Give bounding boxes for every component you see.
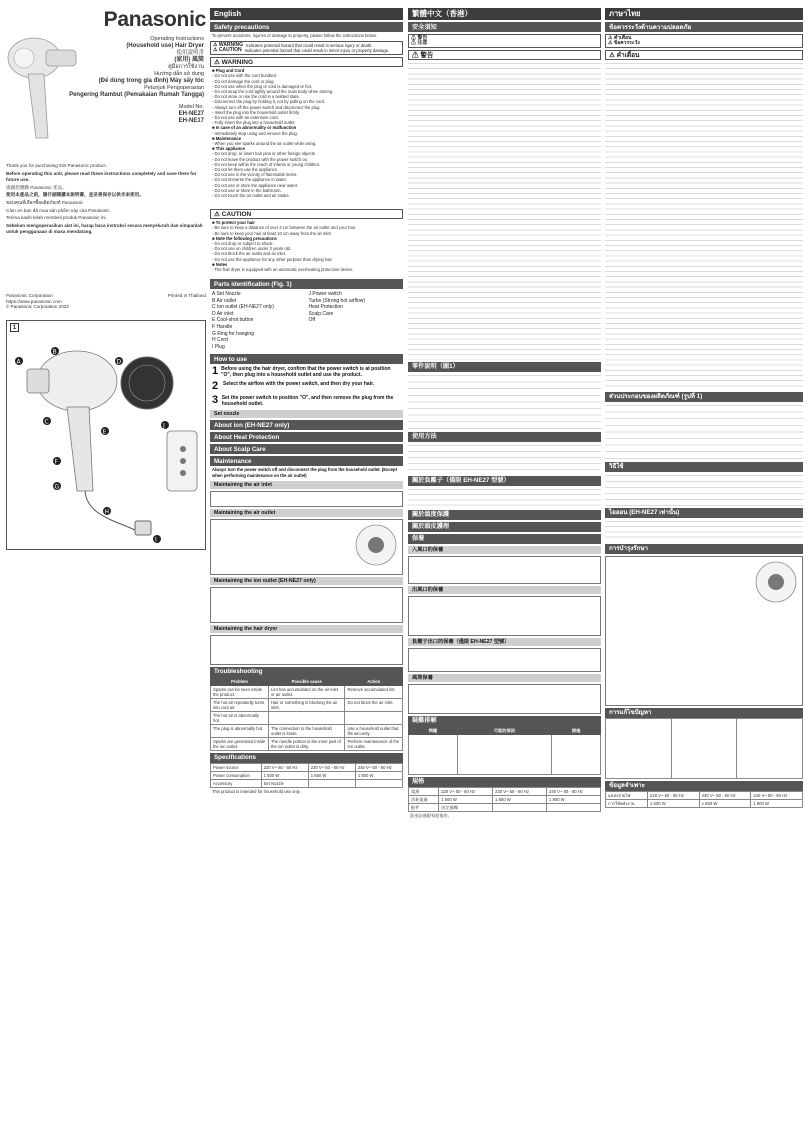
- doc-title-line: Hướng dẫn sử dụng: [154, 71, 204, 77]
- list-line: ■ To protect your hair: [212, 220, 255, 226]
- list-line: - Insert the plug into the household outlet firmly.: [212, 109, 300, 115]
- section-maintenance: Maintenance: [210, 456, 403, 466]
- section-parts: Parts identification (Fig. 1): [210, 279, 403, 289]
- warning-desc: Indicates potential hazard that could result in serious injury or death.: [246, 42, 373, 48]
- svg-text:C: C: [44, 418, 49, 426]
- chinese-column: [408, 8, 601, 1142]
- hazard-legend-zh: [408, 34, 601, 48]
- svg-text:J: J: [163, 422, 165, 430]
- ion-illustration-zh: [408, 648, 601, 672]
- table-cell: 1 800 W: [547, 795, 601, 803]
- part-item: Heat Protection: [308, 304, 343, 311]
- table-cell: The hot air is abnormally hot.: [211, 711, 269, 724]
- warning-heading-th: ⚠ คำเตือน: [605, 50, 803, 60]
- warning-badge-zh: ⚠ 警告: [411, 34, 428, 41]
- thanks-line: 使用本產品之前，請仔細閱讀本說明書，並妥善保存以供未來使用。: [6, 192, 144, 198]
- document-titles: [26, 36, 204, 125]
- table-cell: 240 V~ 50 - 60 Hz: [547, 787, 601, 795]
- part-item: Off: [308, 317, 316, 324]
- part-item: Turbo (Strong hot airflow): [308, 297, 366, 304]
- list-line: - Do not let them use the appliance.: [212, 166, 279, 172]
- table-cell: [547, 803, 601, 811]
- spec-footnote: This product is intended for household use only.: [212, 788, 301, 794]
- thanks-line: Terima kasih telah membeli produk Panasonic ini.: [6, 215, 107, 221]
- list-line: - Do not use with the cord bundled.: [212, 73, 277, 79]
- caution-desc: Indicates potential hazard that could result in minor injury or property damage.: [244, 47, 390, 53]
- doc-title-line: 使用說明書: [176, 50, 204, 56]
- list-line: - Be sure to keep a distance of over 3 cm between the air outlet and your hair.: [212, 225, 357, 231]
- table-cell: 220 V~ 50 - 60 Hz: [261, 763, 308, 771]
- list-line: - Do not use on children under 3 years old.: [212, 246, 292, 252]
- table-cell: Do not block the air inlet.: [345, 698, 403, 711]
- section-troubleshooting-th: การแก้ไขปัญหา: [605, 708, 803, 718]
- warning-badge-th: ⚠ คำเตือน: [608, 34, 632, 41]
- warning-heading: ⚠ WARNING: [210, 57, 403, 67]
- list-line: - When you see sparks around the air outlet while using.: [212, 140, 317, 146]
- table-row: [211, 737, 403, 750]
- list-line: - Fully insert the plug into a household outlet.: [212, 120, 296, 126]
- table-cell: Sparks can be seen inside the product.: [211, 685, 269, 698]
- table-cell: 1 800 W: [751, 799, 803, 807]
- table-cell: 1 650 W: [493, 795, 547, 803]
- warning-list-zh: [408, 60, 601, 360]
- model-number: EH-NE27: [178, 111, 204, 117]
- troubleshooting-table-th: [605, 718, 803, 779]
- section-spec-zh: 規格: [408, 777, 601, 787]
- doc-title-line: (Để dùng trong gia đình) Máy sấy tóc: [98, 78, 204, 84]
- printed-in: Printed in Thailand: [167, 293, 206, 298]
- table-cell: 1 500 W: [261, 771, 308, 779]
- corp-line: Panasonic Corporation: [6, 293, 53, 298]
- svg-text:I: I: [155, 536, 157, 544]
- section-scalp-zh: 關於頭皮護理: [408, 522, 601, 532]
- dryer-illustration-zh: [408, 684, 601, 714]
- table-header-cell: 措施: [552, 726, 601, 734]
- part-item: D Air inlet: [212, 310, 234, 317]
- step-3: 3 Set the power switch to position "O", and then remove the plug from the household outlet.: [212, 393, 394, 407]
- troubleshooting-table-zh: [408, 726, 601, 775]
- section-spec-th: ข้อมูลจำเพาะ: [605, 781, 803, 791]
- english-column: [210, 8, 403, 1142]
- warning-heading-zh: ⚠ 警告: [408, 50, 601, 60]
- subsection-dryer-zh: 風筒保養: [408, 674, 601, 682]
- table-row: [211, 724, 403, 737]
- svg-text:H: H: [104, 508, 110, 516]
- part-item: E Cool-shot button: [212, 317, 254, 324]
- list-line: - Do not damage the cord or plug.: [212, 78, 275, 84]
- doc-title-line: (Household use) Hair Dryer: [126, 43, 204, 49]
- table-row: [211, 685, 403, 698]
- table-cell: Use a household outlet that fits securely.: [345, 724, 403, 737]
- subsection-hair-dryer: Maintaining the hair dryer: [210, 625, 403, 633]
- corp-line: © Panasonic Corporation 2022: [6, 304, 69, 310]
- section-parts-th: ส่วนประกอบของผลิตภัณฑ์ (รูปที่ 1): [605, 392, 803, 402]
- air-inlet-illustration: [210, 491, 403, 507]
- thank-you-text: [6, 163, 206, 237]
- subsection-nozzle: Set nozzle: [210, 410, 403, 418]
- thanks-line: Before operating this unit, please read these instructions completely and save them for future use.: [6, 170, 197, 182]
- table-cell: Power source: [211, 763, 262, 771]
- table-cell: 配件: [409, 803, 439, 811]
- part-item: B Air outlet: [212, 297, 237, 304]
- section-parts-zh: 零件說明（圖1）: [408, 362, 601, 372]
- list-line: ■ Maintenance: [212, 135, 242, 141]
- table-header-cell: Problem: [211, 677, 269, 685]
- list-line: - Immediately stop using and remove the plug.: [212, 130, 298, 136]
- list-line: - Do not use or store the appliance near water.: [212, 182, 299, 188]
- table-cell: Remove accumulated lint.: [345, 685, 403, 698]
- spec-table: [210, 763, 403, 788]
- air-outlet-illustration: [210, 519, 403, 575]
- list-line: - Do not drop, or insert hair pins or other foreign objects.: [212, 151, 317, 157]
- list-line: - Do not immerse the appliance in water.: [212, 177, 287, 183]
- table-cell: The plug is abnormally hot.: [211, 724, 269, 737]
- parts-right: [309, 291, 402, 350]
- svg-text:B: B: [52, 348, 57, 356]
- doc-title-line: (家用) 風筒: [174, 57, 204, 63]
- figure-number: 1: [10, 323, 19, 332]
- svg-text:E: E: [102, 428, 107, 436]
- table-cell: Hair or something is blocking the air inlet.: [269, 698, 345, 711]
- section-troubleshooting-zh: 疑難排解: [408, 716, 601, 726]
- table-cell: 230 V~ 50 - 60 Hz: [308, 763, 355, 771]
- cover-column: [6, 8, 206, 1142]
- parts-list-th: [605, 402, 803, 460]
- section-heat-protection: About Heat Protection: [210, 432, 403, 442]
- language-tab-english: English: [210, 8, 403, 20]
- table-cell: 230 V~ 50 - 60 Hz: [699, 791, 751, 799]
- subsection-ion-outlet: Maintaining the ion outlet (EH-NE27 only): [210, 577, 403, 585]
- list-line: - Do not wrap the cord tightly around the main body when storing.: [212, 88, 334, 94]
- table-cell: การใช้พลังงาน: [606, 799, 648, 807]
- caution-heading: ⚠ CAUTION: [210, 209, 403, 219]
- steps-zh: [408, 442, 601, 474]
- list-line: - Do not block the air outlet and air inlet.: [212, 251, 287, 257]
- list-line: - Do not store or use the cord in a twisted state.: [212, 94, 300, 100]
- table-cell: 1 800 W: [355, 771, 402, 779]
- corporation-info: [6, 293, 206, 310]
- model-number: EH-NE17: [178, 118, 204, 124]
- spec-table-th: [605, 791, 803, 808]
- section-troubleshooting: Troubleshooting: [210, 667, 403, 677]
- caution-badge-zh: ⚠ 注意: [411, 39, 428, 46]
- table-cell: Perform maintenance of the ion outlet.: [345, 737, 403, 750]
- list-line: - Do not use with an extension cord.: [212, 114, 279, 120]
- list-line: - Do not keep within the reach of infants or young children.: [212, 161, 321, 167]
- table-row: [211, 779, 403, 787]
- svg-text:G: G: [54, 483, 60, 491]
- thanks-line: ขอบคุณที่เลือกซื้อผลิตภัณฑ์ Panasonic: [6, 200, 84, 206]
- thanks-line: Thank you for purchasing this Panasonic product.: [6, 163, 107, 168]
- table-cell: 1 650 W: [699, 799, 751, 807]
- list-line: - Do not use when the plug or cord is damaged or hot.: [212, 83, 313, 89]
- parts-list: [210, 289, 403, 352]
- step-1: 1 Before using the hair dryer, confirm that the power switch is at position "O", then plug into a household outlet and use the product.: [212, 364, 391, 378]
- list-line: ■ This appliance: [212, 146, 245, 152]
- table-cell: The needle portion in the inner part of the ion outlet is dirty.: [269, 737, 345, 750]
- list-line: - Do not touch the air outlet and air intake.: [212, 192, 290, 198]
- warning-badge: ⚠ WARNING: [213, 41, 244, 48]
- language-tab-thai: ภาษาไทย: [605, 8, 803, 20]
- section-ion-zh: 關於負離子（僅限 EH-NE27 型號）: [408, 476, 601, 486]
- table-row: [211, 711, 403, 724]
- table-header-cell: Action: [345, 677, 403, 685]
- section-how-to-use: How to use: [210, 354, 403, 364]
- section-maintenance-zh: 保養: [408, 534, 601, 544]
- outlet-illustration-zh: [408, 596, 601, 636]
- subsection-air-inlet: Maintaining the air inlet: [210, 481, 403, 489]
- table-cell: [308, 779, 355, 787]
- list-line: - Do not use in the vicinity of flammable items.: [212, 172, 298, 178]
- maintenance-illustration-th: [605, 556, 803, 706]
- table-cell: [493, 803, 547, 811]
- table-row: [606, 791, 803, 799]
- part-item: A Set Nozzle: [212, 291, 241, 298]
- table-cell: 240 V~ 50 - 60 Hz: [355, 763, 402, 771]
- dryer-parts-diagram: [7, 321, 205, 549]
- language-tab-chinese: 繁體中文（香港）: [408, 8, 601, 20]
- inlet-illustration-zh: [408, 556, 601, 584]
- list-line: ■ In case of an abnormality or malfunction: [212, 125, 297, 131]
- dryer-cleaning-illustration: [210, 635, 403, 665]
- thanks-line: 感謝您選購 Panasonic 產品。: [6, 184, 67, 190]
- svg-text:F: F: [54, 458, 58, 466]
- steps-th: [605, 472, 803, 506]
- list-line: - Be sure to keep your hair at least 10 cm away from the air inlet.: [212, 230, 332, 236]
- section-scalp-care: About Scalp Care: [210, 444, 403, 454]
- list-line: - Do not use the appliance for any other purpose than drying hair.: [212, 256, 333, 262]
- model-label: Model No.: [178, 104, 204, 110]
- table-cell: The connection to the household outlet is loose.: [269, 724, 345, 737]
- corp-url: https://www.panasonic.com: [6, 298, 62, 304]
- subsection-air-outlet: Maintaining the air outlet: [210, 509, 403, 517]
- table-cell: 220 V~ 50 - 60 Hz: [439, 787, 493, 795]
- table-row: [211, 698, 403, 711]
- brand-logo: Panasonic: [103, 8, 206, 31]
- doc-title-line: Petunjuk Pengoperasian: [144, 85, 204, 91]
- maintenance-intro: Always turn the power switch off and disconnect the plug from the household outlet. (Except when performing maintenance on the air outlet): [212, 467, 397, 478]
- section-safety: Safety precautions: [210, 22, 403, 32]
- section-how-to-use-zh: 使用方法: [408, 432, 601, 442]
- caution-badge-th: ⚠ ข้อควรระวัง: [608, 39, 640, 46]
- thanks-line: Sebelum mengoperasikan alat ini, harap baca instruksi secara menyeluruh dan simpanlah untuk penggunaan di masa mendatang.: [6, 223, 203, 235]
- table-cell: Accessory: [211, 779, 262, 787]
- table-cell: 消耗電量: [409, 795, 439, 803]
- list-line: - Do not drop or subject to shock.: [212, 240, 274, 246]
- section-safety-zh: 安全須知: [408, 22, 601, 32]
- part-item: F Handle: [212, 324, 233, 331]
- table-cell: Sparks are generated inside the ion outlet.: [211, 737, 269, 750]
- section-ion: About ion (EH-NE27 only): [210, 420, 403, 430]
- table-cell: 240 V~ 50 - 60 Hz: [751, 791, 803, 799]
- table-row: [409, 803, 601, 811]
- thanks-line: Cảm ơn bạn đã mua sản phẩm này của Panasonic.: [6, 207, 111, 213]
- table-cell: [269, 711, 345, 724]
- troubleshooting-table: [210, 677, 403, 751]
- subsection-ion-zh: 負離子出口的保養（僅限 EH-NE27 型號）: [408, 638, 601, 646]
- section-maintenance-th: การบำรุงรักษา: [605, 544, 803, 554]
- subsection-outlet-zh: 出風口的保養: [408, 586, 601, 594]
- table-cell: 230 V~ 50 - 60 Hz: [493, 787, 547, 795]
- parts-list-zh: [408, 372, 601, 430]
- part-item: Scalp Care: [308, 310, 334, 317]
- table-cell: 220 V~ 50 - 60 Hz: [648, 791, 700, 799]
- table-cell: [345, 711, 403, 724]
- section-ion-th: ไอออน (EH-NE27 เท่านั้น): [605, 508, 803, 518]
- subsection-inlet-zh: 入風口的保養: [408, 546, 601, 554]
- list-line: - Always turn off the power switch and disconnect the plug.: [212, 104, 321, 110]
- part-item: G Ring for hanging: [212, 330, 254, 337]
- part-item: I Plug: [212, 343, 225, 350]
- table-row: [211, 763, 403, 771]
- table-header-cell: Possible cause: [269, 677, 345, 685]
- table-cell: 固定風嘴: [439, 803, 493, 811]
- list-line: ■ Plug and Cord: [212, 68, 245, 74]
- caution-badge: ⚠ CAUTION: [213, 46, 242, 53]
- list-line: ■ Note the following precautions: [212, 235, 277, 241]
- safety-intro: To prevent accidents, injuries or damage to property, please follow the instructions below.: [212, 33, 377, 38]
- list-line: - Disconnect the plug by holding it, not by pulling on the cord.: [212, 99, 326, 105]
- spec-table-zh: [408, 787, 601, 812]
- part-item: H Cord: [212, 337, 228, 344]
- table-cell: Power consumption: [211, 771, 262, 779]
- section-safety-th: ข้อควรระวังด้านความปลอดภัย: [605, 22, 803, 32]
- part-item: J Power switch: [308, 291, 342, 298]
- ion-text-th: [605, 518, 803, 542]
- table-header-cell: 問題: [409, 726, 458, 734]
- table-cell: แหล่งจ่ายไฟ: [606, 791, 648, 799]
- svg-text:A: A: [16, 358, 21, 366]
- table-cell: 1 500 W: [439, 795, 493, 803]
- list-line: - The hair dryer is equipped with an automatic overheating protective device.: [212, 266, 354, 272]
- table-cell: 1 650 W: [308, 771, 355, 779]
- table-row: [409, 787, 601, 795]
- section-heat-zh: 關於溫度保護: [408, 510, 601, 520]
- table-row: [606, 799, 803, 807]
- doc-title-line: Pengering Rambut (Pemakaian Rumah Tangga): [69, 92, 204, 98]
- table-cell: Set Nozzle: [261, 779, 308, 787]
- list-line: ■ Notes: [212, 261, 228, 267]
- step-2: 2 Select the airflow with the power switch, and then dry your hair.: [212, 379, 375, 392]
- parts-left: [212, 291, 305, 350]
- list-line: - Do not leave the product with the power switch on.: [212, 156, 309, 162]
- table-cell: 1 500 W: [648, 799, 700, 807]
- warning-list-th: [605, 60, 803, 390]
- doc-title-line: คู่มือการใช้งาน: [168, 64, 204, 70]
- hazard-legend: [210, 41, 403, 55]
- table-cell: The hot air repeatedly turns into cool air.: [211, 698, 269, 711]
- figure-1-parts: [6, 320, 206, 550]
- hazard-legend-th: [605, 34, 803, 48]
- section-how-to-use-th: วิธีใช้: [605, 462, 803, 472]
- part-item: C Ion outlet (EH-NE27 only): [212, 304, 274, 311]
- list-line: - Do not use or store in the bathroom.: [212, 187, 282, 193]
- ion-outlet-illustration: [210, 587, 403, 623]
- doc-title-line: Operating Instructions: [150, 36, 204, 42]
- thai-column: [605, 8, 803, 1142]
- caution-list: [210, 219, 403, 277]
- warning-list: [210, 67, 403, 207]
- ion-text-zh: [408, 486, 601, 508]
- table-row: [211, 771, 403, 779]
- section-specifications: Specifications: [210, 753, 403, 763]
- spec-footnote-zh: 此產品僅限家庭使用。: [410, 812, 452, 818]
- svg-text:D: D: [116, 358, 122, 366]
- table-cell: 電源: [409, 787, 439, 795]
- table-cell: Lint has accumulated on the air inlet or air outlet.: [269, 685, 345, 698]
- table-header-cell: 可能的原因: [457, 726, 551, 734]
- table-row: [409, 795, 601, 803]
- table-cell: [355, 779, 402, 787]
